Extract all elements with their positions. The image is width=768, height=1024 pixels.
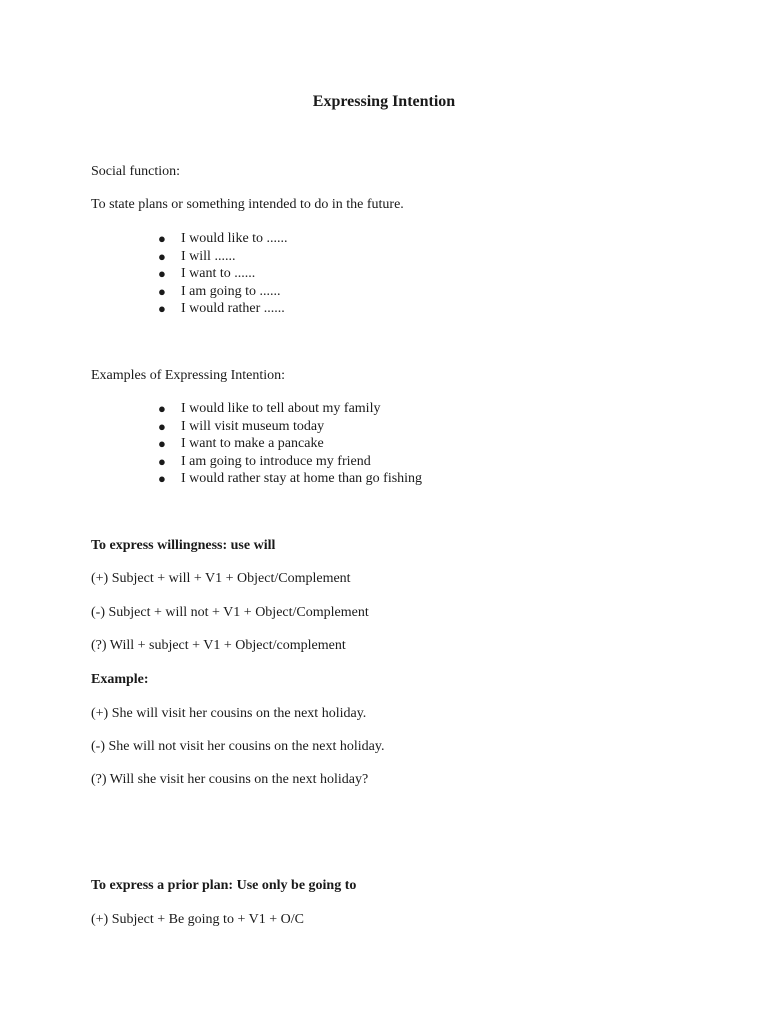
- example-negative: (-) She will not visit her cousins on the next holiday.: [91, 739, 385, 754]
- list-item: ● I would rather stay at home than go fishing: [158, 471, 423, 487]
- willingness-positive-formula: (+) Subject + will + V1 + Object/Complement: [91, 571, 351, 586]
- prior-plan-positive-formula: (+) Subject + Be going to + V1 + O/C: [91, 912, 304, 927]
- bullet-icon: ●: [158, 418, 166, 434]
- bullet-icon: ●: [158, 436, 166, 452]
- list-item: ● I want to make a pancake: [158, 436, 324, 452]
- willingness-heading: To express willingness: use will: [91, 538, 276, 553]
- bullet-icon: ●: [158, 231, 166, 246]
- list-item: ● I would rather ......: [158, 301, 285, 317]
- bullet-icon: ●: [158, 471, 166, 487]
- example-question: (?) Will she visit her cousins on the next holiday?: [91, 772, 369, 787]
- prior-plan-heading: To express a prior plan: Use only be going to: [91, 878, 357, 893]
- bullet-icon: ●: [158, 266, 166, 282]
- example-label: Example:: [91, 672, 149, 687]
- bullet-icon: ●: [158, 283, 166, 299]
- examples-list: [156, 400, 422, 488]
- list-item: ● I want to ......: [158, 266, 256, 282]
- page-title: Expressing Intention: [312, 93, 456, 110]
- list-item: ● I will visit museum today: [158, 418, 325, 434]
- bullet-icon: ●: [158, 401, 166, 416]
- list-item: ● I would like to ......: [158, 231, 288, 246]
- list-item: ● I would like to tell about my family: [158, 401, 381, 416]
- willingness-question-formula: (?) Will + subject + V1 + Object/complement: [91, 638, 346, 653]
- social-function-text: To state plans or something intended to do in the future.: [91, 197, 404, 212]
- list-item: ● I am going to introduce my friend: [158, 453, 371, 469]
- bullet-icon: ●: [158, 301, 166, 317]
- list-item: ● I am going to ......: [158, 283, 281, 299]
- example-positive: (+) She will visit her cousins on the next holiday.: [91, 706, 367, 721]
- social-function-label: Social function:: [91, 164, 181, 179]
- bullet-icon: ●: [158, 453, 166, 469]
- phrases-list: [156, 230, 288, 318]
- list-item: ● I will ......: [158, 248, 236, 264]
- bullet-icon: ●: [158, 248, 166, 264]
- willingness-negative-formula: (-) Subject + will not + V1 + Object/Complement: [91, 605, 369, 620]
- examples-label: Examples of Expressing Intention:: [91, 368, 286, 383]
